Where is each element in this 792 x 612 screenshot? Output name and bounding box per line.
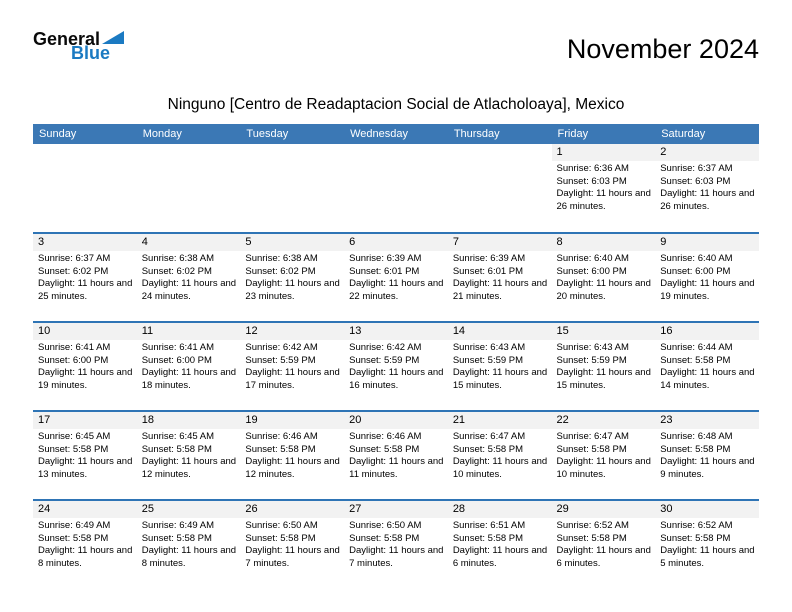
day-cell <box>655 233 759 322</box>
sunset-text: Sunset: 5:58 PM <box>556 443 627 455</box>
daylight-text: Daylight: 11 hours and 10 minutes. <box>452 456 548 480</box>
day-cell <box>655 500 759 589</box>
sunrise-text: Sunrise: 6:46 AM <box>245 431 318 442</box>
day-number: 24 <box>33 501 137 518</box>
day-info <box>33 518 137 570</box>
day-cell <box>33 233 137 322</box>
sunrise-text: Sunrise: 6:48 AM <box>660 431 733 442</box>
sunrise-text: Sunrise: 6:45 AM <box>141 431 215 442</box>
calendar-head <box>33 124 759 144</box>
sunrise-text: Sunrise: 6:36 AM <box>556 163 629 174</box>
sunrise-text: Sunrise: 6:38 AM <box>245 253 318 264</box>
sunrise-text: Sunrise: 6:52 AM <box>556 520 629 531</box>
day-info <box>448 518 552 570</box>
daylight-text: Daylight: 11 hours and 9 minutes. <box>660 456 755 480</box>
logo-text-blue: Blue <box>71 43 111 63</box>
day-info <box>552 518 656 570</box>
sunrise-text: Sunrise: 6:50 AM <box>245 520 318 531</box>
daylight-text: Daylight: 11 hours and 8 minutes. <box>38 545 133 569</box>
sunset-text: Sunset: 5:59 PM <box>452 354 524 366</box>
sunset-text: Sunset: 6:02 PM <box>245 265 316 277</box>
daylight-text: Daylight: 11 hours and 5 minutes. <box>660 545 755 569</box>
day-info <box>655 340 759 392</box>
day-number: 15 <box>552 323 656 340</box>
day-info <box>344 518 448 570</box>
day-cell <box>137 500 241 589</box>
calendar-body <box>33 144 759 589</box>
day-cell <box>552 411 656 500</box>
sunset-text: Sunset: 5:59 PM <box>556 354 627 366</box>
daylight-text: Daylight: 11 hours and 22 minutes. <box>349 278 444 302</box>
sunrise-text: Sunrise: 6:40 AM <box>660 253 733 264</box>
sunset-text: Sunset: 5:58 PM <box>452 443 524 455</box>
calendar-table <box>33 124 759 589</box>
day-cell <box>552 322 656 411</box>
day-cell <box>448 411 552 500</box>
day-info <box>33 340 137 392</box>
day-number: 5 <box>240 234 344 251</box>
sunset-text: Sunset: 6:00 PM <box>556 265 627 277</box>
daylight-text: Daylight: 11 hours and 26 minutes. <box>660 188 755 212</box>
daylight-text: Daylight: 11 hours and 26 minutes. <box>556 188 651 212</box>
day-info <box>552 251 656 303</box>
empty-day-cell <box>448 144 552 233</box>
daylight-text: Daylight: 11 hours and 12 minutes. <box>141 456 237 480</box>
sunset-text: Sunset: 5:58 PM <box>38 532 109 544</box>
week-row-1 <box>33 144 759 233</box>
day-info <box>655 429 759 481</box>
weekday-sunday: Sunday <box>33 124 137 144</box>
day-cell <box>655 144 759 233</box>
daylight-text: Daylight: 11 hours and 19 minutes. <box>660 278 755 302</box>
day-number: 11 <box>137 323 241 340</box>
day-number: 19 <box>240 412 344 429</box>
sunset-text: Sunset: 5:59 PM <box>245 354 316 366</box>
day-info <box>552 340 656 392</box>
day-cell <box>33 500 137 589</box>
sunset-text: Sunset: 5:58 PM <box>349 532 420 544</box>
sunset-text: Sunset: 5:58 PM <box>660 532 731 544</box>
day-cell <box>137 411 241 500</box>
day-number: 18 <box>137 412 241 429</box>
sunrise-text: Sunrise: 6:41 AM <box>38 342 111 353</box>
sunrise-text: Sunrise: 6:52 AM <box>660 520 733 531</box>
day-number: 28 <box>448 501 552 518</box>
sunset-text: Sunset: 5:58 PM <box>660 443 731 455</box>
sunrise-text: Sunrise: 6:50 AM <box>349 520 422 531</box>
day-info <box>240 518 344 570</box>
sunrise-text: Sunrise: 6:49 AM <box>141 520 215 531</box>
sunrise-text: Sunrise: 6:41 AM <box>141 342 215 353</box>
day-number: 17 <box>33 412 137 429</box>
day-info <box>240 251 344 303</box>
daylight-text: Daylight: 11 hours and 21 minutes. <box>452 278 548 302</box>
day-info <box>448 340 552 392</box>
day-cell <box>344 233 448 322</box>
sunrise-text: Sunrise: 6:51 AM <box>452 520 526 531</box>
sunset-text: Sunset: 5:58 PM <box>245 532 316 544</box>
day-number: 26 <box>240 501 344 518</box>
sunrise-text: Sunrise: 6:47 AM <box>452 431 526 442</box>
day-cell <box>240 500 344 589</box>
day-cell <box>552 144 656 233</box>
sunrise-text: Sunrise: 6:49 AM <box>38 520 111 531</box>
sunset-text: Sunset: 5:58 PM <box>556 532 627 544</box>
empty-day-cell <box>33 144 137 233</box>
sunrise-text: Sunrise: 6:39 AM <box>349 253 422 264</box>
day-cell <box>240 233 344 322</box>
sunset-text: Sunset: 6:00 PM <box>38 354 109 366</box>
day-cell <box>552 233 656 322</box>
sunset-text: Sunset: 5:58 PM <box>38 443 109 455</box>
week-row-3 <box>33 322 759 411</box>
day-number: 4 <box>137 234 241 251</box>
day-cell <box>448 500 552 589</box>
sunset-text: Sunset: 5:58 PM <box>349 443 420 455</box>
sunset-text: Sunset: 6:01 PM <box>349 265 420 277</box>
daylight-text: Daylight: 11 hours and 18 minutes. <box>141 367 237 391</box>
daylight-text: Daylight: 11 hours and 12 minutes. <box>245 456 340 480</box>
daylight-text: Daylight: 11 hours and 7 minutes. <box>245 545 340 569</box>
day-number: 3 <box>33 234 137 251</box>
day-cell <box>448 322 552 411</box>
day-number: 25 <box>137 501 241 518</box>
day-number: 9 <box>655 234 759 251</box>
empty-day-cell <box>137 144 241 233</box>
week-row-2 <box>33 233 759 322</box>
day-number: 12 <box>240 323 344 340</box>
day-number: 6 <box>344 234 448 251</box>
sunset-text: Sunset: 5:58 PM <box>660 354 731 366</box>
day-number: 2 <box>655 144 759 161</box>
sunset-text: Sunset: 6:02 PM <box>38 265 109 277</box>
sunrise-text: Sunrise: 6:40 AM <box>556 253 629 264</box>
day-number: 16 <box>655 323 759 340</box>
weekday-thursday: Thursday <box>448 124 552 144</box>
daylight-text: Daylight: 11 hours and 15 minutes. <box>556 367 651 391</box>
daylight-text: Daylight: 11 hours and 19 minutes. <box>38 367 133 391</box>
day-info <box>240 340 344 392</box>
day-info <box>33 429 137 481</box>
day-number: 23 <box>655 412 759 429</box>
daylight-text: Daylight: 11 hours and 8 minutes. <box>141 545 237 569</box>
daylight-text: Daylight: 11 hours and 10 minutes. <box>556 456 651 480</box>
day-cell <box>240 411 344 500</box>
weekday-row <box>33 124 759 144</box>
day-info <box>344 429 448 481</box>
day-info <box>33 251 137 303</box>
day-number: 1 <box>552 144 656 161</box>
sunset-text: Sunset: 5:59 PM <box>349 354 420 366</box>
daylight-text: Daylight: 11 hours and 14 minutes. <box>660 367 755 391</box>
sunset-text: Sunset: 6:03 PM <box>660 175 731 187</box>
day-number: 10 <box>33 323 137 340</box>
daylight-text: Daylight: 11 hours and 23 minutes. <box>245 278 340 302</box>
day-cell <box>655 322 759 411</box>
daylight-text: Daylight: 11 hours and 20 minutes. <box>556 278 651 302</box>
logo-text-general: General <box>33 29 101 49</box>
daylight-text: Daylight: 11 hours and 16 minutes. <box>349 367 444 391</box>
sunrise-text: Sunrise: 6:42 AM <box>245 342 318 353</box>
day-number: 27 <box>344 501 448 518</box>
day-number: 20 <box>344 412 448 429</box>
general-blue-logo <box>33 30 173 62</box>
day-info <box>655 518 759 570</box>
sunrise-text: Sunrise: 6:47 AM <box>556 431 629 442</box>
top-bar <box>33 30 759 86</box>
day-cell <box>137 233 241 322</box>
sunset-text: Sunset: 6:03 PM <box>556 175 627 187</box>
sunrise-text: Sunrise: 6:37 AM <box>660 163 733 174</box>
daylight-text: Daylight: 11 hours and 24 minutes. <box>141 278 237 302</box>
sunset-text: Sunset: 5:58 PM <box>452 532 524 544</box>
day-info <box>137 518 241 570</box>
sunset-text: Sunset: 5:58 PM <box>141 532 212 544</box>
day-cell <box>33 322 137 411</box>
daylight-text: Daylight: 11 hours and 6 minutes. <box>452 545 548 569</box>
sunrise-text: Sunrise: 6:43 AM <box>556 342 629 353</box>
day-number: 30 <box>655 501 759 518</box>
day-cell <box>344 500 448 589</box>
day-info <box>552 429 656 481</box>
day-info <box>344 251 448 303</box>
empty-day-cell <box>344 144 448 233</box>
day-info <box>655 251 759 303</box>
day-info <box>344 340 448 392</box>
sunrise-text: Sunrise: 6:45 AM <box>38 431 111 442</box>
day-info <box>137 340 241 392</box>
sunset-text: Sunset: 6:02 PM <box>141 265 212 277</box>
day-info <box>240 429 344 481</box>
day-number: 8 <box>552 234 656 251</box>
day-number: 14 <box>448 323 552 340</box>
day-number: 21 <box>448 412 552 429</box>
day-cell <box>655 411 759 500</box>
daylight-text: Daylight: 11 hours and 13 minutes. <box>38 456 133 480</box>
day-cell <box>344 322 448 411</box>
sunrise-text: Sunrise: 6:38 AM <box>141 253 215 264</box>
weekday-friday: Friday <box>552 124 656 144</box>
day-info <box>448 429 552 481</box>
empty-day-cell <box>240 144 344 233</box>
day-cell <box>240 322 344 411</box>
weekday-tuesday: Tuesday <box>240 124 344 144</box>
daylight-text: Daylight: 11 hours and 11 minutes. <box>349 456 444 480</box>
day-number: 7 <box>448 234 552 251</box>
sunrise-text: Sunrise: 6:39 AM <box>452 253 526 264</box>
day-cell <box>448 233 552 322</box>
sunset-text: Sunset: 5:58 PM <box>141 443 212 455</box>
day-info <box>552 161 656 213</box>
day-cell <box>137 322 241 411</box>
day-number: 22 <box>552 412 656 429</box>
weekday-monday: Monday <box>137 124 241 144</box>
day-info <box>137 429 241 481</box>
weekday-wednesday: Wednesday <box>344 124 448 144</box>
month-title: November 2024 <box>566 34 759 64</box>
day-cell <box>344 411 448 500</box>
location-subtitle: Ninguno [Centro de Readaptacion Social de Atlacholoaya], Mexico <box>167 96 625 113</box>
sunset-text: Sunset: 6:01 PM <box>452 265 524 277</box>
sunrise-text: Sunrise: 6:46 AM <box>349 431 422 442</box>
day-number: 13 <box>344 323 448 340</box>
daylight-text: Daylight: 11 hours and 6 minutes. <box>556 545 651 569</box>
sunrise-text: Sunrise: 6:42 AM <box>349 342 422 353</box>
sunrise-text: Sunrise: 6:37 AM <box>38 253 111 264</box>
daylight-text: Daylight: 11 hours and 25 minutes. <box>38 278 133 302</box>
sunrise-text: Sunrise: 6:43 AM <box>452 342 526 353</box>
sunrise-text: Sunrise: 6:44 AM <box>660 342 733 353</box>
daylight-text: Daylight: 11 hours and 7 minutes. <box>349 545 444 569</box>
week-row-5 <box>33 500 759 589</box>
day-cell <box>33 411 137 500</box>
daylight-text: Daylight: 11 hours and 17 minutes. <box>245 367 340 391</box>
daylight-text: Daylight: 11 hours and 15 minutes. <box>452 367 548 391</box>
week-row-4 <box>33 411 759 500</box>
day-info <box>448 251 552 303</box>
day-info <box>137 251 241 303</box>
sunset-text: Sunset: 6:00 PM <box>141 354 212 366</box>
day-info <box>655 161 759 213</box>
weekday-saturday: Saturday <box>655 124 759 144</box>
day-cell <box>552 500 656 589</box>
day-number: 29 <box>552 501 656 518</box>
sunset-text: Sunset: 6:00 PM <box>660 265 731 277</box>
sunset-text: Sunset: 5:58 PM <box>245 443 316 455</box>
